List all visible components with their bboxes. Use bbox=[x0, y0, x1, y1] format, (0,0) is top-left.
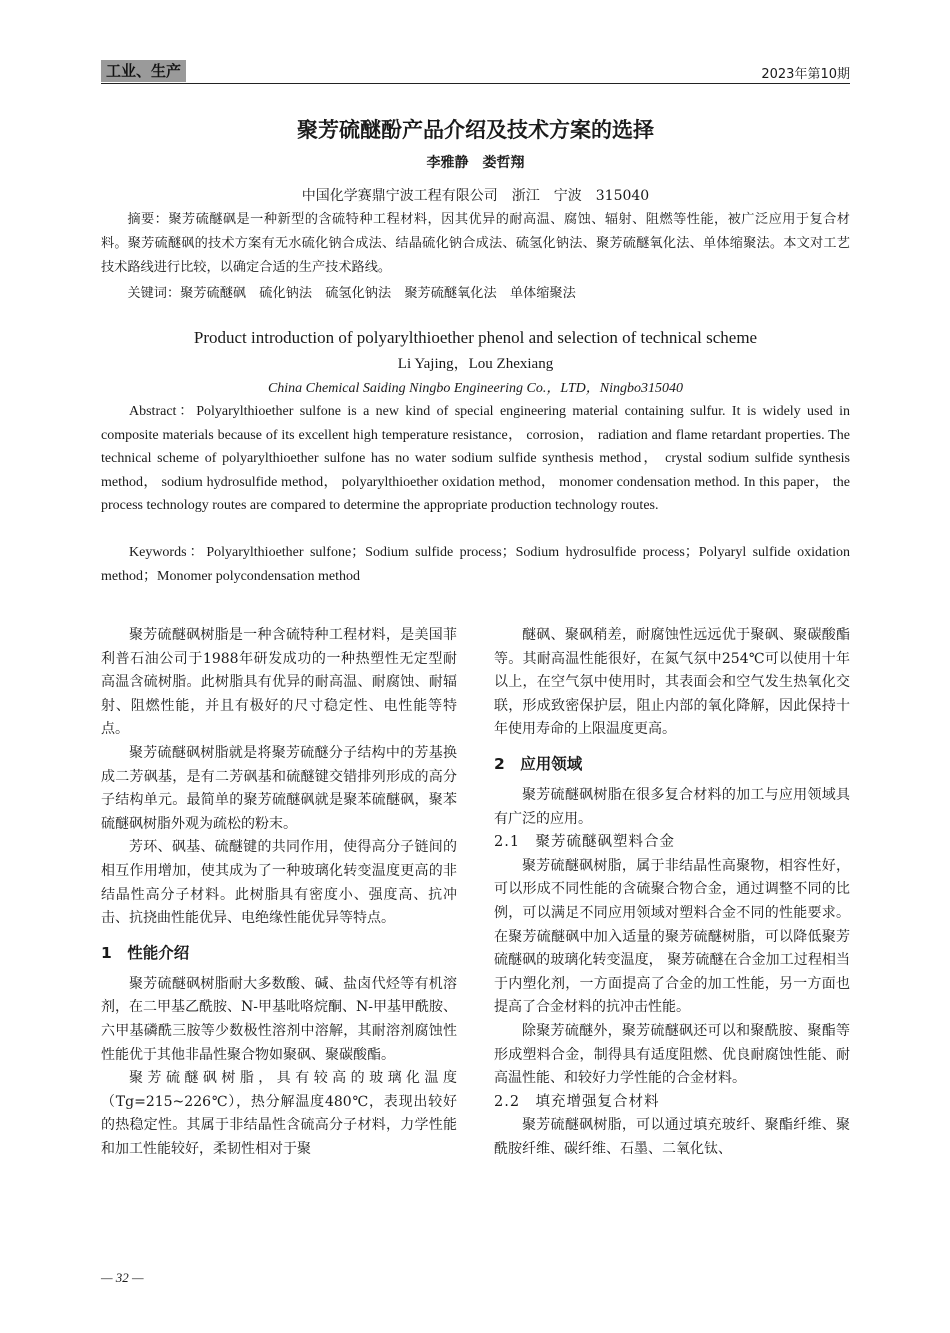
subsection-heading-2-2: 2.2 填充增强复合材料 bbox=[494, 1093, 660, 1110]
paragraph: 芳环、砜基、硫醚键的共同作用，使得高分子链间的相互作用增加，使其成为了一种玻璃化转变温度更高的非结晶性高分子材料。此树脂具有密度小、强度高、抗冲击、抗挠曲性能优异、电绝缘性能优异等特点。 bbox=[101, 839, 457, 927]
paragraph: 聚芳硫醚砜树脂，属于非结晶性高聚物，相容性好，可以形成不同性能的含硫聚合物合金，通过调整不同的比例，可以满足不同应用领域对塑料合金不同的性能要求。在聚芳硫醚砜中加入适量的聚芳硫醚树脂，可以降低聚芳硫醚砜的玻璃化转变温度， 聚芳硫醚在合金加工过程相当于内塑化剂，一方面提高了合金的加工性能，另一方面也提高了合金材料的抗冲击性能。 bbox=[494, 857, 850, 1016]
abstract-en: Abstract：Polyarylthioether sulfone is a new kind of special engineering material containing sulfur. It is widely used in composite materials because of its excellent high temperature resistance， corrosion， radiation and flame retardant properties. The technical scheme of polyarylthioether sulfone has no water sodium sulfide synthesis method， crystal sodium sulfide synthesis method， sodium hydrosulfide method， polyarylthioether oxidation method， monomer condensation method. In this paper， the process technology routes are compared to determine the appropriate production technology routes. bbox=[101, 404, 850, 514]
paragraph: 聚芳硫醚砜树脂是一种含硫特种工程材料，是美国菲利普石油公司于1988年研发成功的一种热塑性无定型耐高温含硫树脂。此树脂具有优异的耐高温、耐腐蚀、耐辐射、阻燃性能，并且有极好的尺寸稳定性、电性能等特点。 bbox=[101, 627, 457, 738]
page-number: — 32 — bbox=[101, 1270, 144, 1285]
header-rule bbox=[101, 83, 850, 84]
body-column-left bbox=[101, 624, 457, 1161]
keywords-cn: 关键词：聚芳硫醚砜 硫化钠法 硫氢化钠法 聚芳硫醚氧化法 单体缩聚法 bbox=[127, 286, 576, 301]
authors-en: Li Yajing，Lou Zhexiang bbox=[397, 356, 554, 372]
subsection-heading-2-1: 2.1 聚芳硫醚砜塑料合金 bbox=[494, 834, 676, 851]
paragraph: 聚芳硫醚砜树脂，可以通过填充玻纤、聚酯纤维、聚酰胺纤维、碳纤维、石墨、二氧化钛、 bbox=[494, 1117, 850, 1157]
section-heading-1: 1 性能介绍 bbox=[101, 943, 190, 962]
affiliation-en: China Chemical Saiding Ningbo Engineering Co.，LTD，Ningbo315040 bbox=[267, 381, 684, 396]
authors-cn: 李雅静 娄哲翔 bbox=[426, 155, 525, 171]
paragraph: 醚砜、聚砜稍差，耐腐蚀性远远优于聚砜、聚碳酸酯等。其耐高温性能很好，在氮气氛中254℃可以使用十年以上，在空气氛中使用时，其表面会和空气发生热氧化交联，形成致密保护层，阻止内部的氧化降解，因此保持十年使用寿命的上限温度更高。 bbox=[494, 627, 850, 738]
keywords-en: Keywords：Polyarylthioether sulfone；Sodium sulfide process；Sodium hydrosulfide process；Polyaryl sulfide oxidation method；Monomer polycondensation method bbox=[101, 545, 850, 584]
running-header bbox=[101, 60, 850, 84]
abstract-cn: 摘要：聚芳硫醚砜是一种新型的含硫特种工程材料，因其优异的耐高温、腐蚀、辐射、阻燃等性能，被广泛应用于复合材料。聚芳硫醚砜的技术方案有无水硫化钠合成法、结晶硫化钠合成法、硫氢化钠法、聚芳硫醚氧化法、单体缩聚法。本文对工艺技术路线进行比较，以确定合适的生产技术路线。 bbox=[101, 212, 850, 275]
section-tag: 工业、生产 bbox=[101, 60, 186, 82]
paragraph: 除聚芳硫醚外，聚芳硫醚砜还可以和聚酰胺、聚酯等形成塑料合金，制得具有适度阻燃、优良耐腐蚀性能、耐高温性能、和较好力学性能的合金材料。 bbox=[494, 1022, 850, 1087]
issue-number: 2023年第10期 bbox=[761, 67, 850, 82]
section-heading-2: 2 应用领域 bbox=[494, 754, 583, 773]
paragraph: 聚芳硫醚砜树脂耐大多数酸、碱、盐卤代烃等有机溶剂，在二甲基乙酰胺、N-甲基吡咯烷酮、N-甲基甲酰胺、六甲基磷酰三胺等少数极性溶剂中溶解，其耐溶剂腐蚀性性能优于其他非晶性聚合物如聚砜、聚碳酸酯。 bbox=[101, 975, 457, 1063]
affiliation-cn: 中国化学赛鼎宁波工程有限公司 浙江 宁波 315040 bbox=[301, 188, 650, 204]
body-column-right bbox=[494, 624, 850, 1161]
title-en: Product introduction of polyarylthioether phenol and selection of technical scheme bbox=[193, 328, 758, 347]
paragraph: 聚芳硫醚砜树脂在很多复合材料的加工与应用领域具有广泛的应用。 bbox=[494, 786, 850, 827]
paragraph: 聚芳硫醚砜树脂，具有较高的玻璃化温度（Tg=215~226℃），热分解温度480℃，表现出较好的热稳定性。其属于非结晶性含硫高分子材料，力学性能和加工性能较好，柔韧性相对于聚 bbox=[101, 1070, 457, 1157]
article-title: 聚芳硫醚酚产品介绍及技术方案的选择 bbox=[297, 118, 654, 142]
paragraph: 聚芳硫醚砜树脂就是将聚芳硫醚分子结构中的芳基换成二芳砜基，是有二芳砜基和硫醚键交错排列形成的高分子结构单元。最简单的聚芳硫醚砜就是聚苯硫醚砜，聚苯硫醚砜树脂外观为疏松的粉末。 bbox=[101, 744, 457, 832]
